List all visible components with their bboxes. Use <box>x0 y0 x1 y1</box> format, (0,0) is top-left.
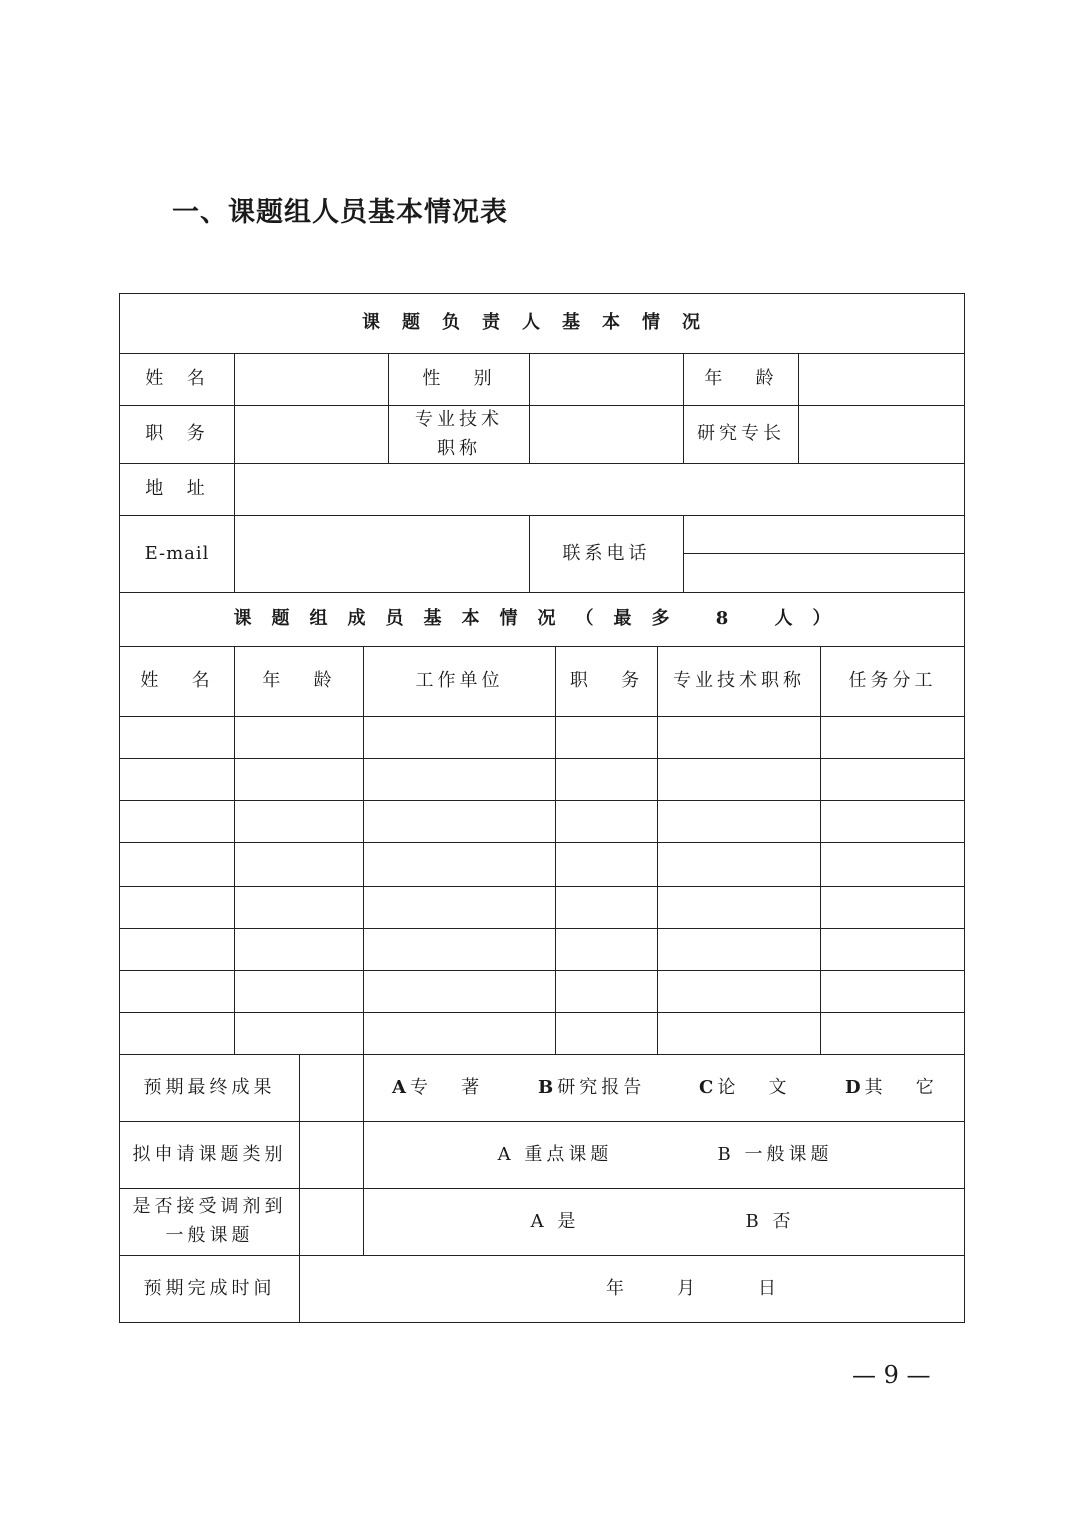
leader-name-label: 姓 名 <box>145 368 209 390</box>
member-position-cell[interactable] <box>556 929 657 970</box>
member-name-cell[interactable] <box>120 1013 234 1054</box>
member-age-cell[interactable] <box>235 717 363 758</box>
adjust-label <box>120 1189 299 1255</box>
outcome-option-c-text: 论 文 <box>717 1076 791 1098</box>
outcome-option-c-key: C <box>699 1076 714 1098</box>
leader-phone-label: 联系电话 <box>562 542 651 564</box>
completion-day-label: 日 <box>758 1277 776 1299</box>
outcome-option-b[interactable] <box>538 1055 658 1121</box>
outcome-option-c[interactable] <box>699 1055 799 1121</box>
members-col-task: 任务分工 <box>848 670 937 692</box>
outcome-option-d[interactable] <box>845 1055 955 1121</box>
member-professional-title-cell[interactable] <box>658 843 820 886</box>
leader-professional-title-field[interactable] <box>530 406 683 463</box>
member-professional-title-cell[interactable] <box>658 971 820 1012</box>
adjust-option-a[interactable]: A 是 <box>530 1210 580 1232</box>
members-section-header: 课题组成员基本情况（最多 8 人） <box>233 608 851 630</box>
member-age-cell[interactable] <box>235 1013 363 1054</box>
member-task-cell[interactable] <box>821 843 964 886</box>
member-age-cell[interactable] <box>235 801 363 842</box>
leader-email-label: E-mail <box>144 542 210 564</box>
outcome-option-b-key: B <box>538 1076 554 1098</box>
member-position-cell[interactable] <box>556 887 657 928</box>
member-name-cell[interactable] <box>120 887 234 928</box>
member-name-cell[interactable] <box>120 843 234 886</box>
adjust-choice-field[interactable] <box>300 1189 363 1255</box>
member-workplace-cell[interactable] <box>364 1013 555 1054</box>
member-task-cell[interactable] <box>821 929 964 970</box>
leader-position-label: 职 务 <box>145 423 209 445</box>
members-col-position: 职 务 <box>569 670 644 692</box>
member-position-cell[interactable] <box>556 843 657 886</box>
member-task-cell[interactable] <box>821 971 964 1012</box>
leader-address-label: 地 址 <box>145 478 209 500</box>
member-age-cell[interactable] <box>235 843 363 886</box>
leader-position-field[interactable] <box>235 406 388 463</box>
member-task-cell[interactable] <box>821 801 964 842</box>
member-workplace-cell[interactable] <box>364 717 555 758</box>
member-workplace-cell[interactable] <box>364 971 555 1012</box>
leader-name-field[interactable] <box>235 354 388 405</box>
member-age-cell[interactable] <box>235 887 363 928</box>
member-workplace-cell[interactable] <box>364 929 555 970</box>
completion-label: 预期完成时间 <box>143 1277 276 1299</box>
member-professional-title-cell[interactable] <box>658 801 820 842</box>
adjust-option-b[interactable]: B 否 <box>745 1210 795 1232</box>
outcome-option-a[interactable] <box>392 1055 492 1121</box>
member-position-cell[interactable] <box>556 759 657 800</box>
professional-title-line-2: 职称 <box>437 437 481 459</box>
member-professional-title-cell[interactable] <box>658 929 820 970</box>
member-task-cell[interactable] <box>821 717 964 758</box>
leader-gender-label: 性 别 <box>422 368 496 390</box>
leader-specialty-label: 研究专长 <box>697 423 785 445</box>
leader-age-field[interactable] <box>799 354 964 405</box>
outcome-option-d-key: D <box>845 1076 861 1098</box>
member-workplace-cell[interactable] <box>364 759 555 800</box>
members-col-workplace: 工作单位 <box>415 670 504 692</box>
members-col-age: 年 龄 <box>262 670 336 692</box>
member-position-cell[interactable] <box>556 801 657 842</box>
leader-phone-field-1[interactable] <box>684 516 964 553</box>
member-name-cell[interactable] <box>120 801 234 842</box>
member-name-cell[interactable] <box>120 717 234 758</box>
leader-gender-field[interactable] <box>530 354 683 405</box>
outcome-option-b-text: 研究报告 <box>557 1076 646 1098</box>
member-task-cell[interactable] <box>821 759 964 800</box>
members-col-name: 姓 名 <box>140 670 214 692</box>
member-task-cell[interactable] <box>821 887 964 928</box>
member-name-cell[interactable] <box>120 929 234 970</box>
leader-email-field[interactable] <box>235 516 529 592</box>
page-title: 一、课题组人员基本情况表 <box>172 197 508 228</box>
adjust-label-line-2: 一般课题 <box>165 1225 254 1246</box>
adjust-label-line-1: 是否接受调剂到 <box>132 1196 287 1218</box>
page-number: — 9 — <box>852 1361 931 1389</box>
leader-professional-title-label <box>389 406 529 463</box>
member-professional-title-cell[interactable] <box>658 717 820 758</box>
leader-age-label: 年 龄 <box>704 368 778 390</box>
member-professional-title-cell[interactable] <box>658 759 820 800</box>
professional-title-line-1: 专业技术 <box>415 408 503 430</box>
leader-specialty-field[interactable] <box>799 406 964 463</box>
member-workplace-cell[interactable] <box>364 843 555 886</box>
member-age-cell[interactable] <box>235 759 363 800</box>
outcome-option-a-key: A <box>392 1076 406 1098</box>
member-workplace-cell[interactable] <box>364 801 555 842</box>
category-label: 拟申请课题类别 <box>132 1143 287 1165</box>
category-option-a[interactable]: A 重点课题 <box>497 1143 613 1165</box>
completion-month-label: 月 <box>677 1277 695 1299</box>
member-position-cell[interactable] <box>556 1013 657 1054</box>
leader-section-header: 课题负责人基本情况 <box>362 312 722 334</box>
member-position-cell[interactable] <box>556 717 657 758</box>
members-col-professional-title: 专业技术职称 <box>673 670 805 692</box>
category-option-b[interactable]: B 一般课题 <box>717 1143 833 1165</box>
member-professional-title-cell[interactable] <box>658 887 820 928</box>
category-choice-field[interactable] <box>300 1122 363 1188</box>
member-age-cell[interactable] <box>235 971 363 1012</box>
member-name-cell[interactable] <box>120 971 234 1012</box>
completion-year-label: 年 <box>606 1277 624 1299</box>
outcome-label: 预期最终成果 <box>143 1076 276 1098</box>
member-task-cell[interactable] <box>821 1013 964 1054</box>
outcome-option-d-text: 其 它 <box>864 1076 938 1098</box>
member-name-cell[interactable] <box>120 759 234 800</box>
leader-phone-field-2[interactable] <box>684 554 964 592</box>
leader-address-field[interactable] <box>235 464 964 515</box>
member-workplace-cell[interactable] <box>364 887 555 928</box>
outcome-option-a-text: 专 著 <box>409 1076 484 1098</box>
member-age-cell[interactable] <box>235 929 363 970</box>
member-professional-title-cell[interactable] <box>658 1013 820 1054</box>
outcome-choice-field[interactable] <box>300 1055 363 1121</box>
member-position-cell[interactable] <box>556 971 657 1012</box>
